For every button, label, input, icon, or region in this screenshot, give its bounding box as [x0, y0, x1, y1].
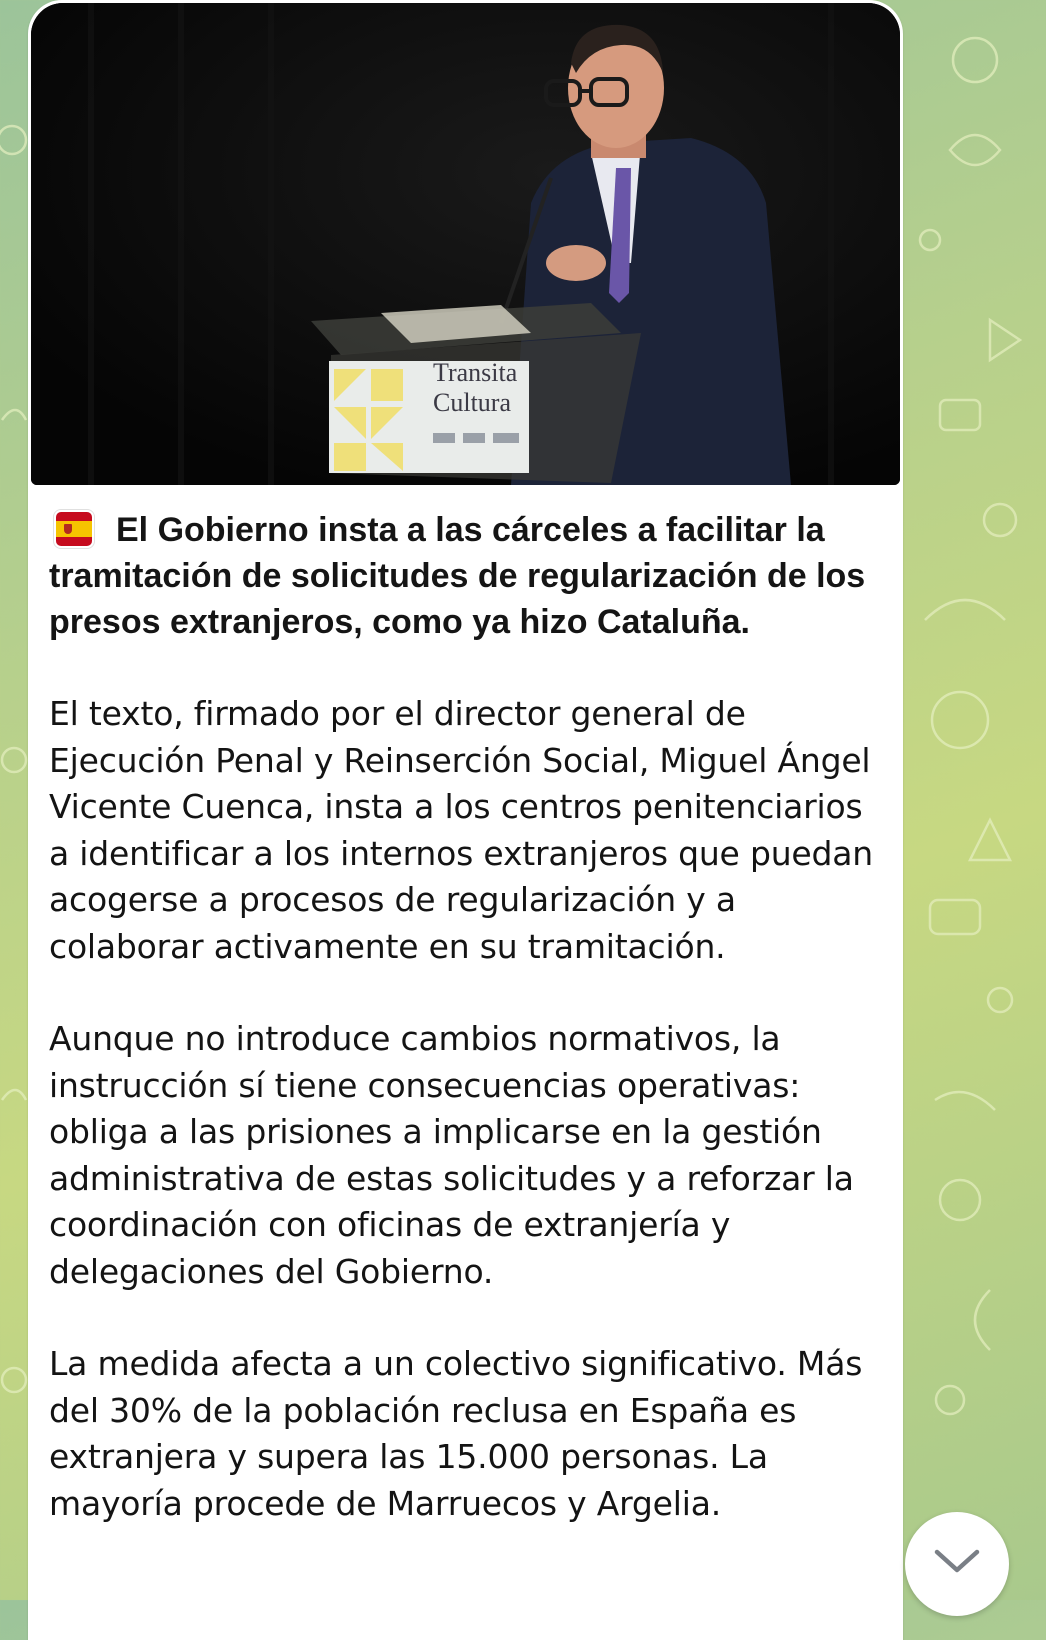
- message-photo[interactable]: [31, 3, 900, 485]
- lectern-sign-line2: Cultura: [433, 388, 511, 417]
- message-bubble: [28, 0, 903, 1640]
- message-paragraph-3: La medida afecta a un colectivo significativo. Más del 30% de la población reclusa en España es extranjera y supera las 15.000 personas. La mayoría procede de Marruecos y Argelia.: [49, 1344, 863, 1523]
- message-text: [49, 507, 885, 1527]
- scroll-down-button[interactable]: [905, 1512, 1009, 1616]
- message-headline: [49, 507, 885, 645]
- headline-text: El Gobierno insta a las cárceles a facilitar la tramitación de solicitudes de regularización de los presos extranjeros, como ya hizo Cataluña.: [49, 511, 866, 641]
- message-paragraph-2: Aunque no introduce cambios normativos, la instrucción sí tiene consecuencias operativas: obliga a las prisiones a implicarse en la gestión administrativa de estas solicitudes y a reforzar la coordinación con oficinas de extranjería y delegaciones del Gobierno.: [49, 1019, 854, 1291]
- spain-flag-icon: [56, 512, 92, 546]
- message-paragraph-1: El texto, firmado por el director general de Ejecución Penal y Reinserción Social, Miguel Ángel Vicente Cuenca, insta a los centros penitenciarios a identificar a los internos extranjeros que puedan acogerse a procesos de regularización y a colaborar activamente en su tramitación.: [49, 694, 874, 966]
- chevron-down-icon: [931, 1544, 983, 1578]
- lectern-sign-line1: Transita: [433, 358, 518, 387]
